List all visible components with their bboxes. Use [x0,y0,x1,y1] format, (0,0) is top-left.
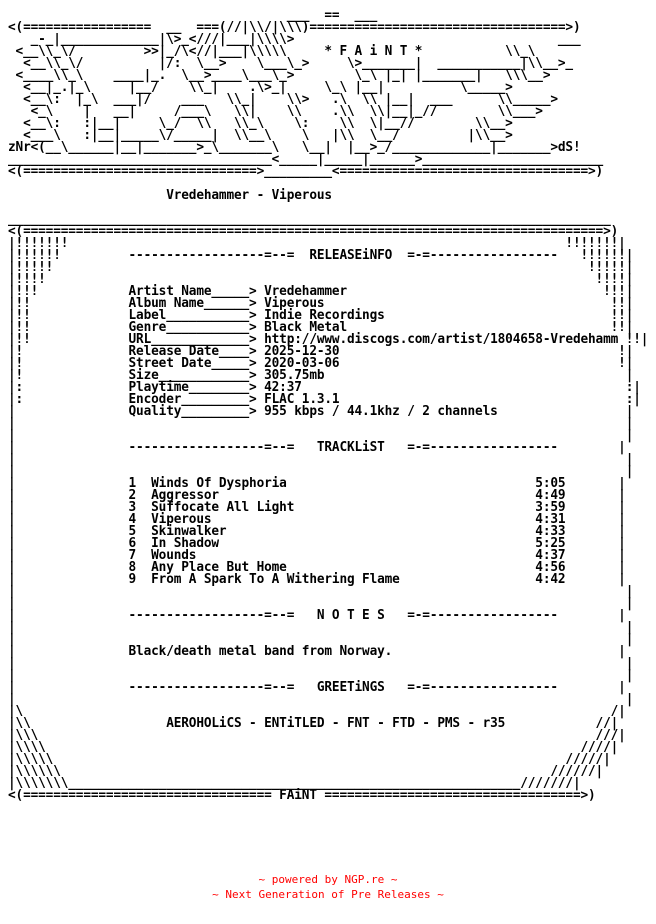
nfo-line: <__\\_\/ |/: \__> \___\_> \>_______| ___________|\\__>_ [8,56,573,71]
nfo-line: | 8 Any Place But Home 4:56 | [8,560,626,575]
nfo-line: | 2 Aggressor 4:49 | [8,488,626,503]
nfo-line: | | [8,656,634,671]
nfo-line: <_\ | __| /___\ \\| \\ .\\ \\|__|_// \\___> [8,104,543,119]
nfo-line: |! Size____________> 305.75mb | [8,368,634,383]
nfo-line: | 3 Suffocate All Light 3:59 | [8,500,626,515]
nfo-line: | 7 Wounds 4:37 | [8,548,626,563]
nfo-line: |\\\\\\\____________________________________________________________///////| [8,776,581,791]
nfo-line: |!!!! !!!!| [8,272,634,287]
nfo-line: |! Street Date_____> 2020-03-06 !| [8,356,634,371]
nfo-line: |!! Label___________> Indie Recordings !!| [8,308,634,323]
nfo-line: |! Release Date____> 2025-12-30 !| [8,344,634,359]
nfo-line: | Black/death metal band from Norway. | [8,644,626,659]
nfo-line: | 4 Viperous 4:31 | [8,512,626,527]
nfo-line: |!!!!!!! !!!!!!!| [8,236,626,251]
nfo-line: |\\\\\\ //////| [8,764,604,779]
nfo-line: zNr<(__\______|__|_______>_\_______\ \__| |__>_/_____________|_______>dS! [8,140,581,155]
nfo-line: <____\\_\ ____|_. \__>____\___\_> \_\ |_| |_______| \\\__> [8,68,551,83]
nfo-line: |\\\ ///| [8,728,626,743]
nfo-line: |!!!!! !!!!!| [8,260,634,275]
nfo-line: <(================================= FAiNT ==================================>) [8,788,596,803]
nfo-line: | 5 Skinwalker 4:33 | [8,524,626,539]
nfo-line: | ------------------=--= N O T E S =-=----------------- | [8,608,626,623]
nfo-line: | ------------------=--= TRACKLiST =-=----------------- | [8,440,626,455]
nfo-line: <__|_.|_\ |__/ \\_| .\>_| \_\ |__| \_____> [8,80,513,95]
nfo-line: |!! Album Name______> Viperous !!| [8,296,634,311]
nfo-line: _-_|_____________|\>_<///|___|\\\\> ___ [8,32,581,47]
nfo-line: ___________________________________<_____|_____|______>________________________ [8,152,604,167]
nfo-line: | | [8,464,634,479]
nfo-line: <___\ :|__|_____\/_____| \\__\ \ |\\ \__/ |\\__> [8,128,513,143]
nfo-line: | | [8,632,634,647]
nfo-line: | 6 In Shadow 5:25 | [8,536,626,551]
nfo-line: | 1 Winds Of Dysphoria 5:05 | [8,476,626,491]
tagline: ~ Next Generation of Pre Releases ~ [212,888,444,901]
nfo-line: |: Encoder_________> FLAC 1.3.1 :| [8,392,641,407]
nfo-line: | | [8,428,634,443]
nfo-line: | Quality_________> 955 kbps / 44.1khz / 2 channels | [8,404,634,419]
nfo-line: |\\ AEROHOLiCS - ENTiTLED - FNT - FTD - PMS - r35 //| [8,716,619,731]
nfo-line: |\\\\\ /////| [8,752,611,767]
nfo-line: | | [8,692,634,707]
nfo-line: | | [8,452,634,467]
nfo-line: | | [8,596,634,611]
nfo-line: |!! Genre___________> Black Metal !!| [8,320,634,335]
nfo-line: <(================= __ ===(//|\\/|\\\)==================================>) [8,20,581,35]
footer [0,872,656,902]
nfo-line: |!!! Artist Name_____> Vredehammer !!!| [8,284,634,299]
nfo-line: Vredehammer - Viperous [8,188,332,203]
nfo-line: ________________________________________________________________________________ [8,212,611,227]
nfo-line: <(=============================================================================>) [8,224,619,239]
nfo-line: |\ /| [8,704,626,719]
nfo-line: |!!!!!! ------------------=--= RELEASEiNFO =-=----------------- !!!!!!| [8,248,634,263]
nfo-line: | ------------------=--= GREETiNGS =-=----------------- | [8,680,626,695]
nfo-line: |!! URL_____________> http://www.discogs.com/artist/1804658-Vredehamm !!| [8,332,649,347]
nfo-line: | | [8,416,634,431]
nfo-line: |: Playtime________> 42:37 :| [8,380,641,395]
nfo-text-block [8,10,648,802]
powered-by-line: ~ powered by NGP.re ~ [258,873,398,886]
nfo-line: <__\: |_\ ___|/ ___ \\_| \\> .\ \\ |__| ___ \\_____> [8,92,558,107]
nfo-line: <(===============================>_________<=================================>) [8,164,604,179]
nfo-line: | | [8,668,634,683]
nfo-line: ___ == ___ [8,8,378,23]
nfo-line: |\\\\ ////| [8,740,619,755]
nfo-line: <__\: :|__| \_/ \\ \\_\ \: \\ \|__// \\__> [8,116,513,131]
nfo-line: | | [8,584,634,599]
nfo-line: | 9 From A Spark To A Withering Flame 4:42 | [8,572,626,587]
nfo-line: <__\\_\/ >>|_/\<//|___|\\\\\ * F A i N T * \\_\ [8,44,536,59]
nfo-line: | | [8,620,634,635]
